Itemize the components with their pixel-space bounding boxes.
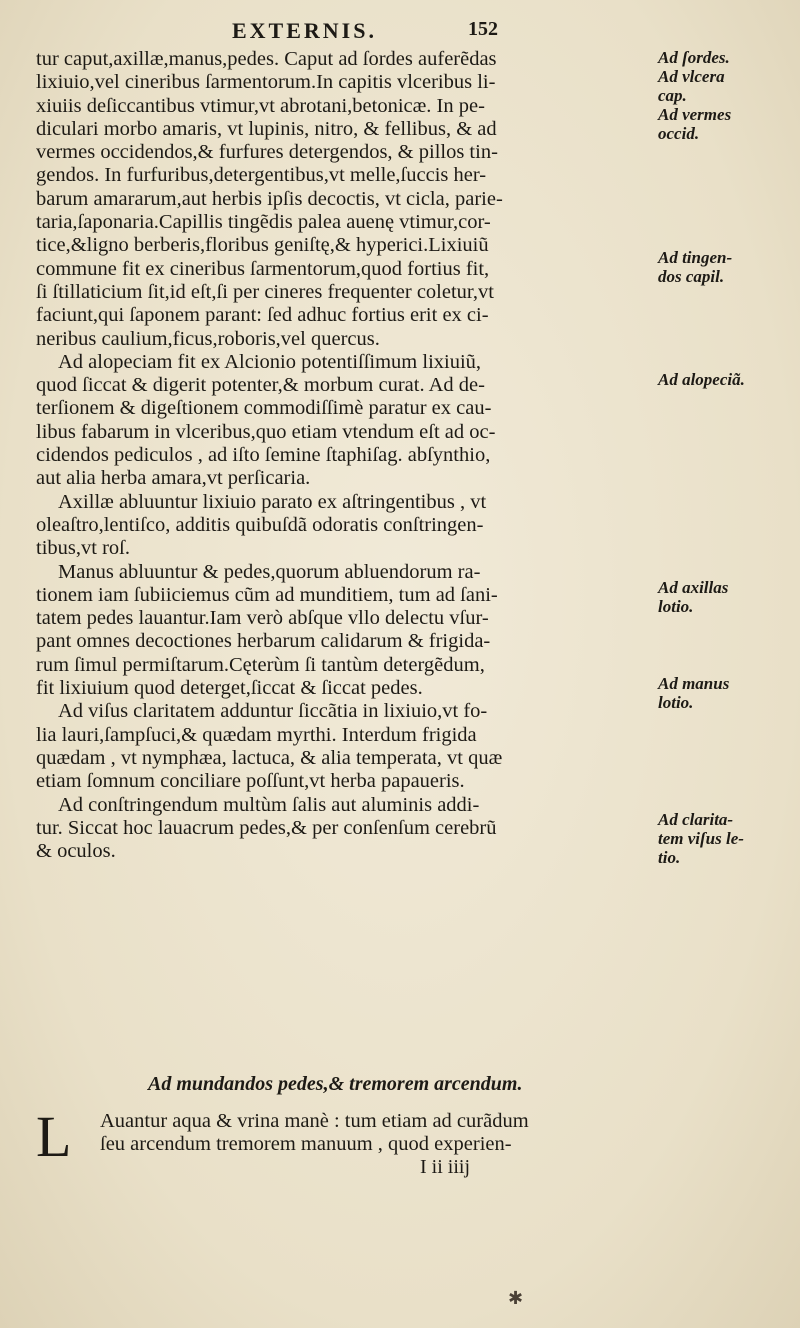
text-line: gendos. In furfuribus,detergentibus,vt melle,ſuccis her- bbox=[36, 164, 487, 187]
margin-note-line: Ad manus bbox=[658, 674, 730, 693]
text-line: terſionem & digeſtionem commodiſſimè paratur ex cau- bbox=[36, 397, 492, 420]
margin-note-line: tio. bbox=[658, 848, 681, 867]
final-paragraph-line: Auantur aqua & vrina manè : tum etiam ad curãdum bbox=[100, 1110, 529, 1132]
text-line: fit lixiuium quod deterget,ſiccat & ſiccat pedes. bbox=[36, 677, 423, 700]
text-line: xiuiis deſiccantibus vtimur,vt abrotani,betonicæ. In pe- bbox=[36, 94, 485, 117]
margin-note bbox=[658, 674, 729, 712]
text-line: lixiuio,vel cineribus ſarmentorum.In capitis vlceribus li- bbox=[36, 71, 496, 94]
text-line: tionem iam ſubiiciemus cũm ad munditiem, tum ad ſani- bbox=[36, 583, 498, 606]
margin-note-line: Ad tingen- bbox=[658, 248, 733, 267]
text-line: rum ſimul permiſtarum.Cęterùm ſi tantùm detergẽdum, bbox=[36, 653, 485, 676]
text-line: tur caput,axillæ,manus,pedes. Caput ad ſordes auferẽdas bbox=[36, 48, 497, 70]
margin-note bbox=[658, 370, 745, 389]
text-line: Axillæ abluuntur lixiuio parato ex aſtringentibus , vt bbox=[58, 490, 487, 513]
signature-mark: I ii iiij bbox=[420, 1156, 470, 1178]
margin-note-line: Ad ſordes. bbox=[658, 48, 730, 67]
text-line: neribus caulium,ficus,roboris,vel quercus. bbox=[36, 327, 380, 350]
text-line: vermes occidendos,& furfures detergendos, & pillos tin- bbox=[36, 141, 498, 164]
text-line: quædam , vt nymphæa, lactuca, & alia temperata, vt quæ bbox=[36, 746, 503, 769]
drop-cap: L bbox=[36, 1104, 72, 1169]
margin-note bbox=[658, 578, 728, 616]
text-line: & oculos. bbox=[36, 840, 116, 863]
margin-note-line: Ad vermes bbox=[658, 105, 732, 124]
margin-note-line: Ad alopeciã. bbox=[658, 370, 745, 389]
margin-note-line: Ad axillas bbox=[658, 578, 729, 597]
text-line: quod ſiccat & digerit potenter,& morbum curat. Ad de- bbox=[36, 374, 485, 397]
margin-note-line: occid. bbox=[658, 124, 700, 143]
text-line: lia lauri,ſampſuci,& quædam myrthi. Interdum frigida bbox=[36, 723, 477, 746]
text-line: tatem pedes lauantur.Iam verò abſque vllo delectu vſur- bbox=[36, 607, 489, 630]
text-line: Ad conſtringendum multùm ſalis aut aluminis addi- bbox=[58, 793, 480, 816]
text-line: diculari morbo amaris, vt lupinis, nitro, & fellibus, & ad bbox=[36, 117, 497, 140]
margin-note-line: dos capil. bbox=[658, 267, 725, 286]
page-number: 152 bbox=[468, 18, 498, 40]
margin-note-line: cap. bbox=[658, 86, 687, 105]
text-line: oleaſtro,lentiſco, additis quibuſdã odoratis conſtringen- bbox=[36, 513, 484, 536]
text-line: pant omnes decoctiones herbarum calidarum & frigida- bbox=[36, 630, 491, 653]
margin-note-line: tem viſus le- bbox=[658, 829, 744, 848]
text-line: tibus,vt roſ. bbox=[36, 537, 130, 560]
text-line: taria,ſaponaria.Capillis tingẽdis palea auenę vtimur,cor- bbox=[36, 211, 491, 234]
text-line: etiam ſomnum conciliare poſſunt,vt herba papaueris. bbox=[36, 770, 465, 793]
text-line: ſi ſtillaticium ſit,id eſt,ſi per cineres frequenter coletur,vt bbox=[36, 280, 494, 303]
margin-note bbox=[658, 48, 731, 143]
main-text-block bbox=[36, 48, 656, 863]
text-line: Ad alopeciam fit ex Alcionio potentiſſimum lixiuiũ, bbox=[58, 350, 482, 373]
text-line: libus fabarum in vlceribus,quo etiam vtendum eſt ad oc- bbox=[36, 420, 496, 443]
text-line: barum amararum,aut herbis ipſis decoctis, vt cicla, parie- bbox=[36, 187, 503, 210]
final-paragraph-line: ſeu arcendum tremorem manuum , quod experien- bbox=[100, 1133, 512, 1155]
text-line: aut alia herba amara,vt perſicaria. bbox=[36, 467, 311, 490]
text-line: tice,&ligno berberis,floribus geniſtę,& hyperici.Lixiuiũ bbox=[36, 234, 489, 257]
margin-note-line: lotio. bbox=[658, 693, 694, 712]
text-line: tur. Siccat hoc lauacrum pedes,& per conſenſum cerebrũ bbox=[36, 816, 497, 839]
margin-note-line: Ad vlcera bbox=[658, 67, 725, 86]
ink-mark: ✱ bbox=[508, 1288, 524, 1308]
section-heading: Ad mundandos pedes,& tremorem arcendum. bbox=[148, 1073, 523, 1095]
margin-note-line: Ad clarita- bbox=[658, 810, 734, 829]
margin-note bbox=[658, 248, 732, 286]
margin-note bbox=[658, 810, 744, 867]
page-header bbox=[0, 18, 800, 48]
running-head: EXTERNIS. bbox=[232, 18, 377, 43]
text-line: Ad viſus claritatem adduntur ſiccãtia in lixiuio,vt fo- bbox=[58, 700, 488, 723]
text-line: faciunt,qui ſaponem parant: ſed adhuc fortius erit ex ci- bbox=[36, 304, 489, 327]
text-line: Manus abluuntur & pedes,quorum abluendorum ra- bbox=[58, 560, 481, 583]
text-line: commune fit ex cineribus ſarmentorum,quod fortius fit, bbox=[36, 257, 490, 280]
text-line: cidendos pediculos , ad iſto ſemine ſtaphiſag. abſynthio, bbox=[36, 444, 491, 467]
margin-note-line: lotio. bbox=[658, 597, 694, 616]
